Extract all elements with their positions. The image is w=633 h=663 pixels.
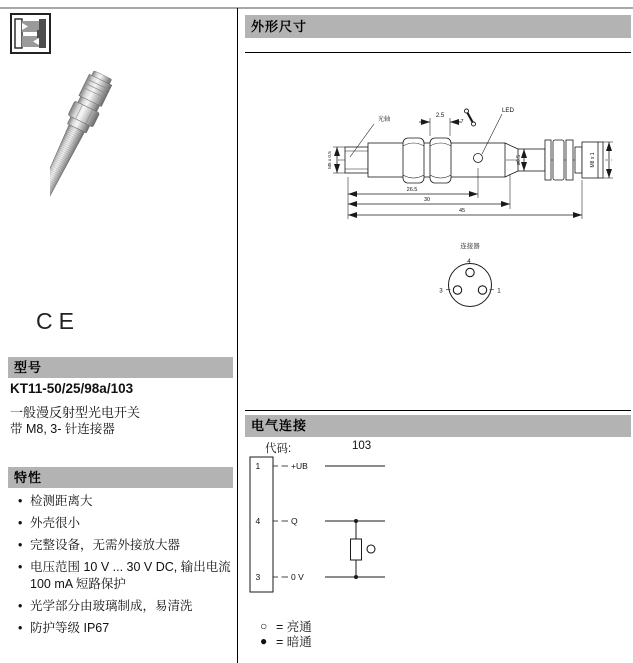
sensor-symbol-icon bbox=[12, 15, 49, 52]
circuit-diagram bbox=[245, 450, 485, 600]
circuit-pin-number: 3 bbox=[255, 572, 261, 582]
output-legend bbox=[260, 618, 312, 648]
pin-4-label: 4 bbox=[467, 258, 471, 265]
barrel-diameter-label: ø6.5 bbox=[516, 154, 522, 166]
load-resistor-symbol bbox=[351, 539, 362, 560]
rule bbox=[245, 410, 631, 411]
dimensions-section-header: 外形尺寸 bbox=[245, 15, 631, 38]
dimension-drawing bbox=[245, 55, 631, 405]
feature-item: • 防护等级 IP67 bbox=[10, 620, 234, 637]
circuit-pin-number: 4 bbox=[255, 516, 261, 526]
wrench-icon bbox=[465, 109, 476, 126]
code-label: 代码: bbox=[265, 443, 292, 455]
column-divider bbox=[237, 8, 238, 663]
model-description-line2: 带 M8, 3- 针连接器 bbox=[10, 422, 115, 436]
bullet-icon bbox=[10, 620, 30, 637]
ce-mark: CE bbox=[36, 308, 80, 334]
feature-item: • 完整设备，无需外接放大器 bbox=[10, 537, 234, 554]
dark-on-symbol: ● bbox=[260, 633, 268, 648]
model-section-header: 型号 bbox=[8, 357, 233, 378]
feature-item: • 光学部分由玻璃制成，易清洗 bbox=[10, 598, 234, 615]
bullet-icon bbox=[10, 559, 30, 593]
optical-axis-label: 光轴 bbox=[377, 116, 391, 123]
features-list bbox=[10, 493, 234, 642]
pin-3-label: 3 bbox=[439, 287, 443, 295]
circuit-pin-label: 0 V bbox=[291, 572, 304, 582]
feature-item: • 电压范围 10 V ... 30 V DC, 输出电流 100 mA 短路保护 bbox=[10, 559, 234, 593]
bullet-icon bbox=[10, 598, 30, 615]
model-number: KT11-50/25/98a/103 bbox=[10, 381, 134, 396]
product-photo bbox=[50, 64, 210, 234]
rule bbox=[245, 52, 631, 53]
connector-thread-label: M8 x 1 bbox=[590, 152, 596, 168]
connector-label: 连接器 bbox=[460, 243, 480, 250]
dim-30-label: 30 bbox=[423, 197, 431, 203]
pin-1-label: 1 bbox=[497, 287, 501, 295]
features-section-header: 特性 bbox=[8, 467, 233, 488]
circuit-pin-label: +UB bbox=[291, 461, 308, 471]
legend-text: = 暗通 bbox=[276, 634, 312, 649]
circuit-pin-number: 1 bbox=[255, 461, 261, 471]
led-label: LED bbox=[501, 107, 515, 114]
top-rule bbox=[0, 7, 633, 9]
front-thread-label: M5 x 0.5 bbox=[327, 151, 332, 169]
feature-item: • 检测距离大 bbox=[10, 493, 234, 510]
circuit-pin-label: Q bbox=[291, 516, 298, 526]
bullet-icon bbox=[10, 493, 30, 510]
wrench-size-label: 7 bbox=[460, 119, 464, 125]
light-on-symbol bbox=[367, 545, 375, 553]
electrical-section-header: 电气连接 bbox=[245, 415, 631, 437]
dim-26-5-label: 26.5 bbox=[406, 187, 418, 193]
dim-45-label: 45 bbox=[458, 208, 466, 214]
light-on-symbol: ○ bbox=[260, 618, 268, 633]
bullet-icon bbox=[10, 537, 30, 554]
feature-item: • 外壳很小 bbox=[10, 515, 234, 532]
connector-pinout-diagram bbox=[439, 241, 501, 307]
bullet-icon bbox=[10, 515, 30, 532]
dim-2-5-label: 2.5 bbox=[435, 113, 445, 119]
brand-logo bbox=[10, 13, 51, 54]
legend-row bbox=[260, 633, 312, 648]
code-value: 103 bbox=[352, 440, 372, 452]
model-description-line1: 一般漫反射型光电开关 bbox=[10, 405, 141, 420]
legend-text: = 亮通 bbox=[276, 619, 312, 634]
